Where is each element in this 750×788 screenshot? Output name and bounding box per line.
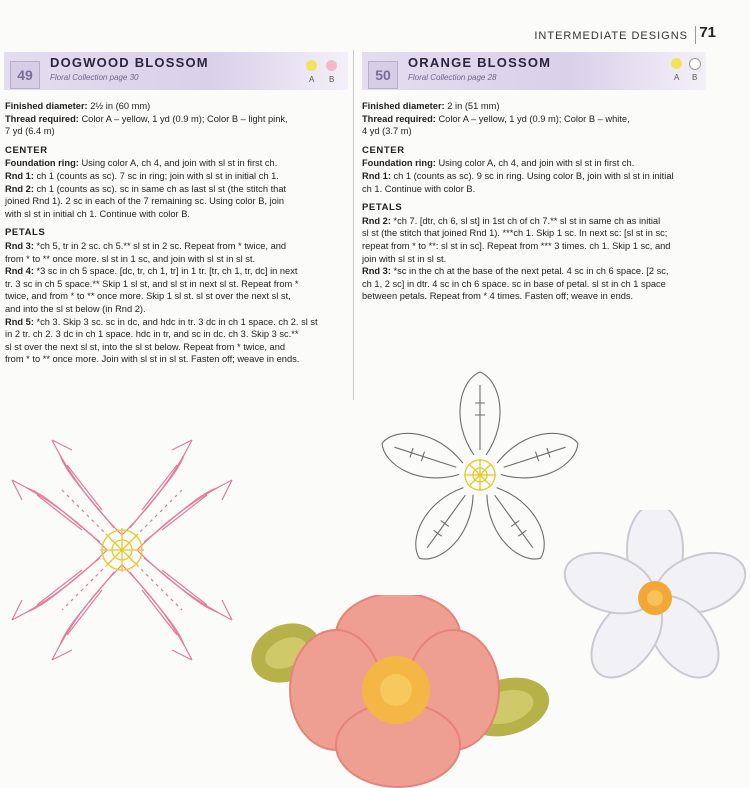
pattern-49-swatch-b-label: B (329, 75, 335, 84)
round-label: Rnd 5: (5, 316, 34, 327)
petals-heading: PETALS (362, 202, 403, 214)
round-text: sl st (the stitch that joined Rnd 1). ***ch 1. Skip 1 sc. In next sc: [sl st in sc; (362, 228, 668, 239)
pattern-50-swatch-b (689, 58, 701, 70)
thread-line: Color A – yellow, 1 yd (0.9 m); Color B – white, (438, 113, 630, 124)
round-text: from * to ** once more. sl st in 1 sc, and join with sl st in sl st. (5, 253, 256, 264)
foundation-label: Foundation ring: (5, 158, 79, 169)
finished-value: 2 in (51 mm) (447, 101, 500, 111)
foundation-text: Using color A, ch 4, and join with sl st in first ch. (438, 158, 635, 169)
thread-line: 7 yd (6.4 m) (5, 126, 55, 137)
round-text: ch 1, 2 sc] in dtr. 4 sc in ch 6 space. sc in base of petal. sl st in ch 1 space (362, 278, 666, 289)
round-text: ch 1 (counts as sc). sc in same ch as last sl st (the stitch that (36, 183, 287, 194)
pattern-49-header (4, 52, 348, 90)
round-label: Rnd 1: (362, 170, 391, 181)
pattern-49-number: 49 (10, 61, 40, 89)
round-text: twice, and from * to ** once more. Skip 1 sl st. sl st over the next sl st, (5, 291, 291, 302)
column-divider (353, 50, 354, 400)
pattern-50-swatch-a (671, 58, 682, 69)
pattern-49-swatch-a-label: A (309, 75, 315, 84)
foundation-text: Using color A, ch 4, and join with sl st in first ch. (81, 158, 278, 169)
round-text: *sc in the ch at the base of the next petal. 4 sc in ch 6 space. [2 sc, (393, 266, 669, 277)
round-text: join with sl st in sl st. (362, 253, 447, 264)
pattern-49-source: Floral Collection page 30 (50, 73, 139, 82)
pattern-50-source: Floral Collection page 28 (408, 73, 497, 82)
round-text: joined Rnd 1). 2 sc in each of the 7 remaining sc. Using color B, join (5, 196, 285, 207)
center-heading: CENTER (5, 144, 48, 156)
finished-label: Finished diameter: (5, 101, 88, 111)
dogwood-crochet-chart (0, 420, 250, 690)
running-head: INTERMEDIATE DESIGNS (534, 30, 688, 42)
round-text: repeat from * to **: sl st in sc]. Repeat from *** 3 times. ch 1. Skip 1 sc, and (362, 240, 671, 251)
round-text: *ch 5, tr in 2 sc. ch 5.** sl st in 2 sc. Repeat from * twice, and (36, 240, 287, 251)
pattern-49-title: DOGWOOD BLOSSOM (50, 55, 209, 70)
round-text: ch 1 (counts as sc). 7 sc in ring; join with sl st in initial ch 1. (36, 170, 279, 181)
round-text: *ch 3. Skip 3 sc. sc in dc, and hdc in tr. 3 dc in ch 1 space. ch 2. sl st (36, 316, 318, 327)
thread-line: Color A – yellow, 1 yd (0.9 m); Color B – light pink, (81, 113, 288, 124)
round-label: Rnd 2: (362, 215, 391, 226)
round-text: between petals. Repeat from * 4 times. Fasten off; weave in ends. (362, 291, 634, 302)
pattern-49-instructions (5, 100, 350, 366)
running-head-divider (695, 26, 696, 44)
round-text: ch 1 (counts as sc). 9 sc in ring. Using color B, join with sl st in initial (393, 170, 674, 181)
finished-label: Finished diameter: (362, 101, 445, 111)
round-label: Rnd 3: (5, 240, 34, 251)
round-text: sl st over the next sl st, into the sl st below. Repeat from * twice, and (5, 341, 286, 352)
pattern-50-instructions (362, 100, 746, 303)
thread-line: 4 yd (3.7 m) (362, 126, 412, 137)
round-text: from * to ** once more. Join with sl st in sl st. Fasten off; weave in ends. (5, 354, 300, 365)
round-label: Rnd 1: (5, 170, 34, 181)
round-label: Rnd 4: (5, 266, 34, 277)
orange-blossom-photo (555, 510, 750, 695)
round-text: *3 sc in ch 5 space. [dc, tr, ch 1, tr] in 1 tr. [tr, ch 1, tr, dc] in next (36, 266, 298, 277)
pattern-50-swatch-a-label: A (674, 73, 680, 82)
finished-value: 2½ in (60 mm) (90, 101, 151, 111)
dogwood-blossom-photo (248, 595, 558, 788)
round-label: Rnd 2: (5, 183, 34, 194)
pattern-49-swatch-b (326, 60, 337, 71)
round-text: *ch 7. [dtr, ch 6, sl st] in 1st ch of ch 7.** sl st in same ch as initial (393, 215, 661, 226)
round-text: with sl st in initial ch 1. Continue with color B. (5, 208, 190, 219)
page-number: 71 (699, 24, 716, 41)
pattern-50-header (362, 52, 706, 90)
round-text: and into the sl st below (in Rnd 2). (5, 303, 146, 314)
foundation-label: Foundation ring: (362, 158, 436, 169)
pattern-50-title: ORANGE BLOSSOM (408, 55, 552, 70)
round-text: ch 1. Continue with color B. (362, 183, 476, 194)
petals-heading: PETALS (5, 227, 46, 239)
pattern-50-swatch-b-label: B (692, 73, 698, 82)
round-text: in 2 tr. ch 2. 3 dc in ch 1 space. hdc in tr, and sc in dc. ch 3. Skip 3 sc.** (5, 329, 299, 340)
pattern-50-number: 50 (368, 61, 398, 89)
pattern-49-swatch-a (306, 60, 317, 71)
center-heading: CENTER (362, 144, 405, 156)
round-text: tr. 3 sc in ch 5 space.** Skip 1 sl st, and sl st in next sl st. Repeat from * (5, 278, 299, 289)
thread-label: Thread required: (362, 113, 436, 124)
thread-label: Thread required: (5, 113, 79, 124)
round-label: Rnd 3: (362, 266, 391, 277)
